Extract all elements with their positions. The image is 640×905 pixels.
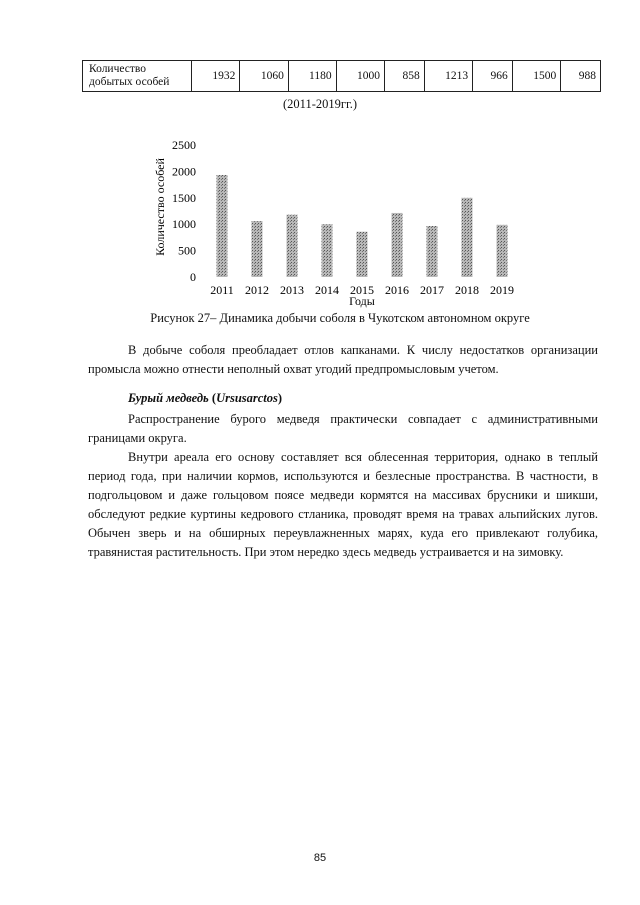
chart-bar-2015 <box>357 232 368 277</box>
x-axis-label: Годы <box>349 294 375 308</box>
x-tick-label: 2017 <box>420 283 444 297</box>
y-axis-label: Количество особей <box>153 158 167 256</box>
table-row-label: Количество добытых особей <box>83 61 192 92</box>
harvest-table <box>82 60 601 92</box>
chart-bar-2012 <box>252 221 263 277</box>
y-tick-label: 2000 <box>172 164 196 179</box>
chart-bar-2014 <box>322 224 333 277</box>
y-tick-label: 2500 <box>172 138 196 152</box>
chart-bar-2017 <box>427 226 438 277</box>
table-cell: 1932 <box>192 61 240 92</box>
paragraph: Внутри ареала его основу составляет вся облесенная территория, однако в теплый период года, при наличии кормов, используются и безлесные пространства. В частности, в подгольцовом и даже гольцовом поясе медведи кормятся на массивах брусники и шикши, обследуют редкие куртины кедрового стланика, проводят время на травах альпийских лугов. Обычен зверь и на обширных переувлажненных марях, куда его привлекают голубика, травянистая растительность. При этом нередко здесь медведь устраивается и на зимовку. <box>88 450 598 559</box>
heading-name: Бурый медведь <box>128 391 209 405</box>
page-number: 85 <box>313 852 327 864</box>
y-tick-label: 1500 <box>172 190 196 205</box>
x-tick-label: 2019 <box>490 283 514 297</box>
table-cell: 1000 <box>336 61 384 92</box>
figure-caption: Рисунок 27– Динамика добычи соболя в Чукотском автономном округе <box>150 311 530 325</box>
table-cell: 988 <box>561 61 601 92</box>
x-tick-label: 2011 <box>210 283 234 297</box>
harvest-bar-chart <box>150 130 530 310</box>
chart-bar-2013 <box>287 215 298 277</box>
table-cell: 1180 <box>288 61 336 92</box>
x-tick-label: 2014 <box>315 283 339 297</box>
table-row <box>83 61 601 92</box>
x-tick-label: 2013 <box>280 283 304 297</box>
y-tick-label: 1000 <box>172 217 196 232</box>
heading-latin: Ursusarctos <box>216 391 278 405</box>
paragraph: Распространение бурого медведя практически совпадает с административными границами округа. <box>88 412 598 445</box>
table-cell: 1500 <box>512 61 560 92</box>
y-tick-label: 0 <box>190 270 196 284</box>
chart-bar-2016 <box>392 213 403 277</box>
chart-bar-2019 <box>497 225 508 277</box>
table-cell: 966 <box>473 61 513 92</box>
table-cell: 1213 <box>424 61 472 92</box>
x-tick-label: 2016 <box>385 283 409 297</box>
paragraph: В добыче соболя преобладает отлов капканами. К числу недостатков организации промысла можно отнести неполный охват угодий предпромысловым учетом. <box>88 343 598 376</box>
x-tick-label: 2018 <box>455 283 479 297</box>
heading-close-paren: ) <box>277 391 283 405</box>
chart-bar-2011 <box>217 175 228 277</box>
chart-bar-2018 <box>462 198 473 277</box>
x-tick-label: 2012 <box>245 283 269 297</box>
heading-open-paren: ( <box>208 391 217 405</box>
period-note: (2011-2019гг.) <box>283 97 357 111</box>
section-heading <box>128 391 282 406</box>
table-cell: 858 <box>384 61 424 92</box>
table-cell: 1060 <box>240 61 288 92</box>
y-tick-label: 500 <box>178 243 196 258</box>
x-tick-label: 2015 <box>350 283 374 297</box>
